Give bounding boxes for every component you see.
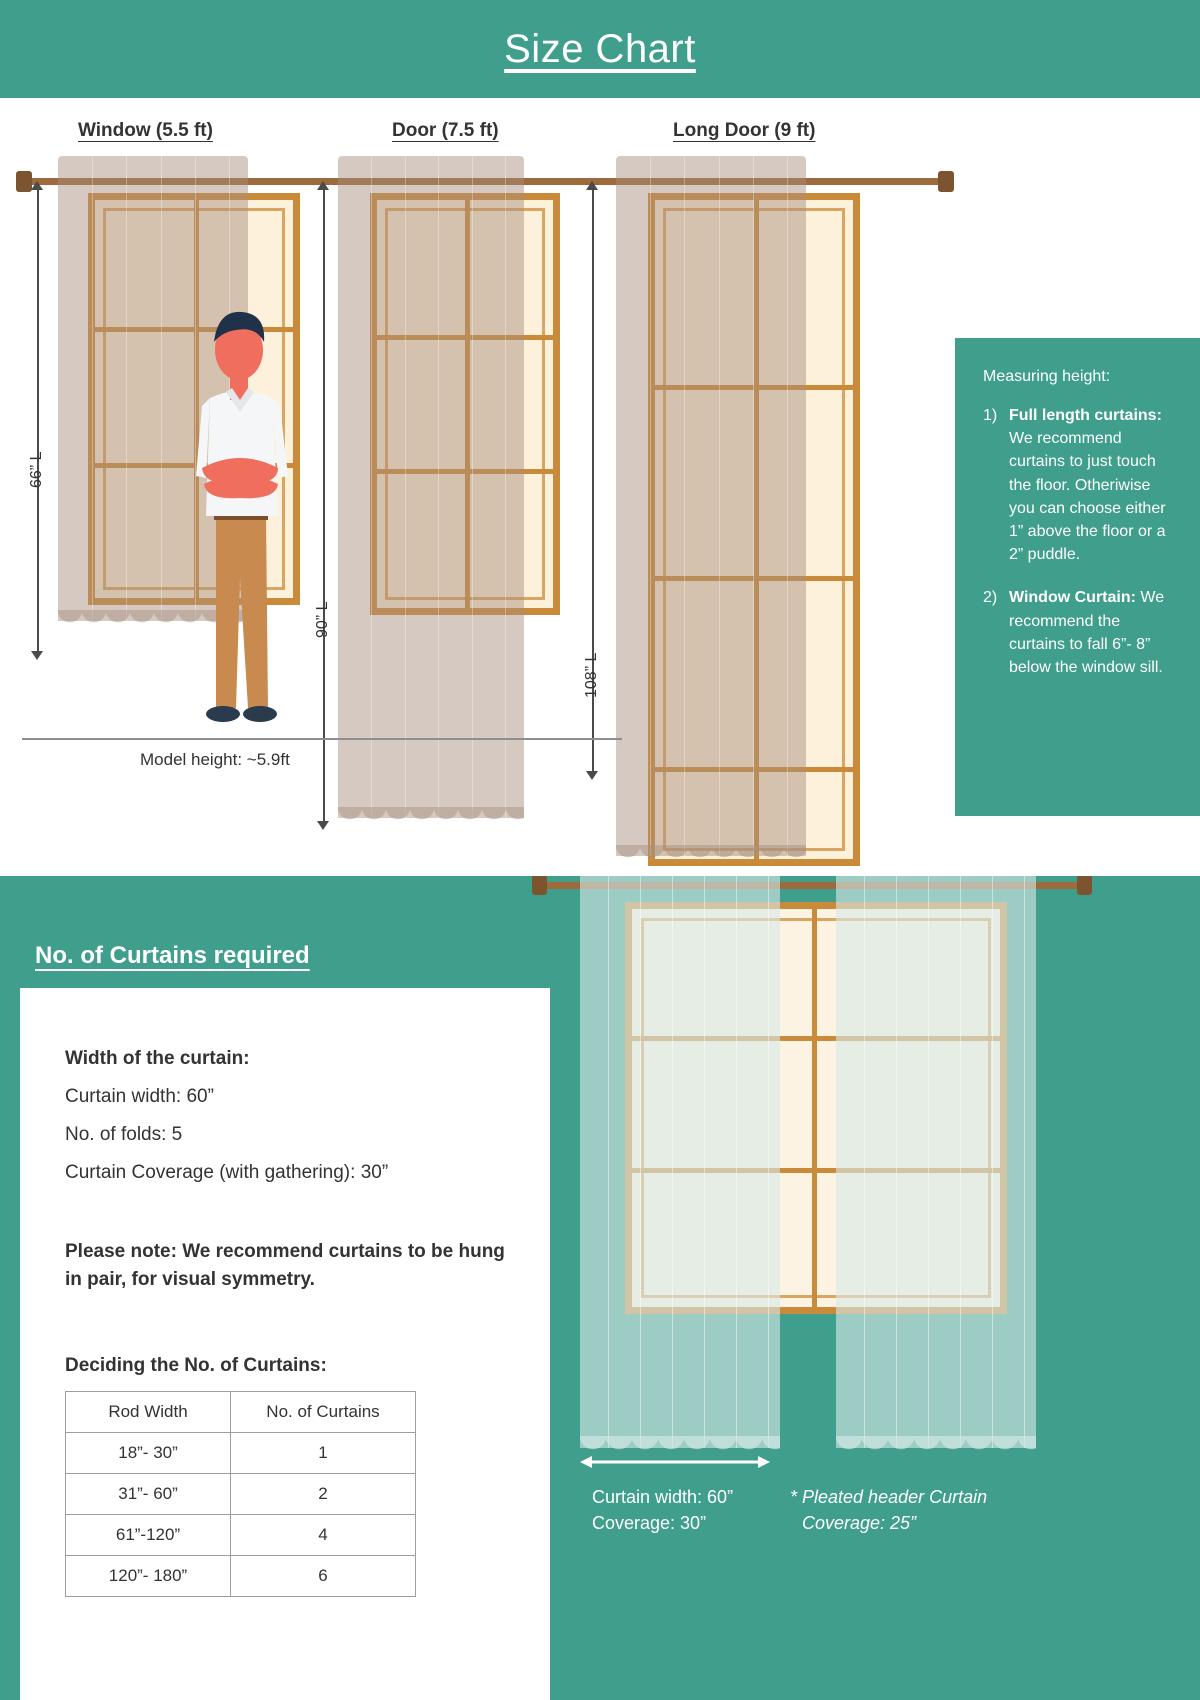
height-chart-section [0,98,1200,876]
cell-curtain-count: 1 [231,1433,416,1474]
note-item-1-body [1009,404,1180,566]
note-item-2 [983,586,1180,679]
note-item-1-title: Full length curtains: [1009,407,1162,424]
caption-pleated-header-line2: Coverage: 25” [802,1513,917,1534]
pair-recommendation-note: Please note: We recommend curtains to be hung in pair, for visual symmetry. [65,1241,505,1290]
width-line-3: Curtain Coverage (with gathering): 30” [65,1162,389,1183]
caption-pleated-header [790,1484,987,1536]
note-item-2-title: Window Curtain: [1009,589,1136,607]
floor-line [22,738,622,740]
curtain-panel-left [580,876,780,1448]
measuring-height-note [955,338,1200,816]
model-height-label: Model height: ~5.9ft [140,750,290,769]
bottom-rod-finial-left [532,876,547,895]
cell-curtain-count: 2 [231,1474,416,1515]
dimension-arrow-long-door-bottom [586,771,598,780]
column-label-door: Door (7.5 ft) [392,120,499,141]
dimension-arrow-long-door-top [586,181,598,190]
model-person-illustration [178,288,298,740]
table-header-rod-width: Rod Width [66,1392,231,1433]
width-measure-arrow [580,1456,770,1468]
cell-rod-width: 61”-120” [66,1515,231,1556]
cell-rod-width: 18”- 30” [66,1433,231,1474]
note-item-1 [983,404,1180,566]
bottom-mullion-vertical [812,909,817,1307]
page-header [0,0,1200,98]
width-heading: Width of the curtain: [65,1048,250,1069]
width-line-2: No. of folds: 5 [65,1124,183,1145]
note-item-2-number: 2) [983,589,998,607]
pair-curtain-illustration [0,876,1200,1700]
column-label-window: Window (5.5 ft) [78,120,213,141]
curtain-panel-long-door [616,156,806,856]
rod-finial-left [16,171,32,192]
dimension-arrow-door-bottom [317,821,329,830]
dimension-line-door [323,186,325,826]
rod-finial-right [938,171,954,192]
curtain-panel-door [338,156,524,818]
bottom-rod-finial-right [1077,876,1092,895]
caption-curtain-width [592,1484,733,1536]
dimension-arrow-window-bottom [31,651,43,660]
caption-curtain-width-line2: Coverage: 30” [592,1513,707,1534]
column-label-long-door: Long Door (9 ft) [673,120,816,141]
cell-curtain-count: 4 [231,1515,416,1556]
note-item-1-number: 1) [983,407,998,424]
table-header-no-of-curtains: No. of Curtains [231,1392,416,1433]
dimension-label-long-door: 108” L [583,652,600,698]
dimension-arrow-window-top [31,181,43,190]
note-item-1-text: We recommend curtains to just touch the floor. Otheriwise you can choose either 1” above the floor or a 2” puddle. [1009,430,1166,564]
width-line-1: Curtain width: 60” [65,1086,214,1107]
caption-pleated-header-line1: * Pleated header Curtain [790,1487,988,1507]
note-item-2-text: We recommend the curtains to fall 6”- 8” below the window sill. [1009,589,1165,676]
caption-curtain-width-line1: Curtain width: 60” [592,1487,734,1507]
curtain-panel-right [836,876,1036,1448]
note-heading: Measuring height: [983,368,1111,385]
dimension-label-window: 66” L [28,451,45,488]
page-title: Size Chart [504,26,696,71]
table-heading: Deciding the No. of Curtains: [65,1355,327,1377]
dimension-label-door: 90” L [314,601,331,638]
dimension-line-window [37,186,39,656]
dimension-arrow-door-top [317,181,329,190]
cell-curtain-count: 6 [231,1556,416,1597]
cell-rod-width: 31”- 60” [66,1474,231,1515]
curtain-count-section [0,876,1200,1700]
cell-rod-width: 120”- 180” [66,1556,231,1597]
note-item-2-body [1009,586,1180,679]
section-title-curtains-required: No. of Curtains required [35,942,310,969]
